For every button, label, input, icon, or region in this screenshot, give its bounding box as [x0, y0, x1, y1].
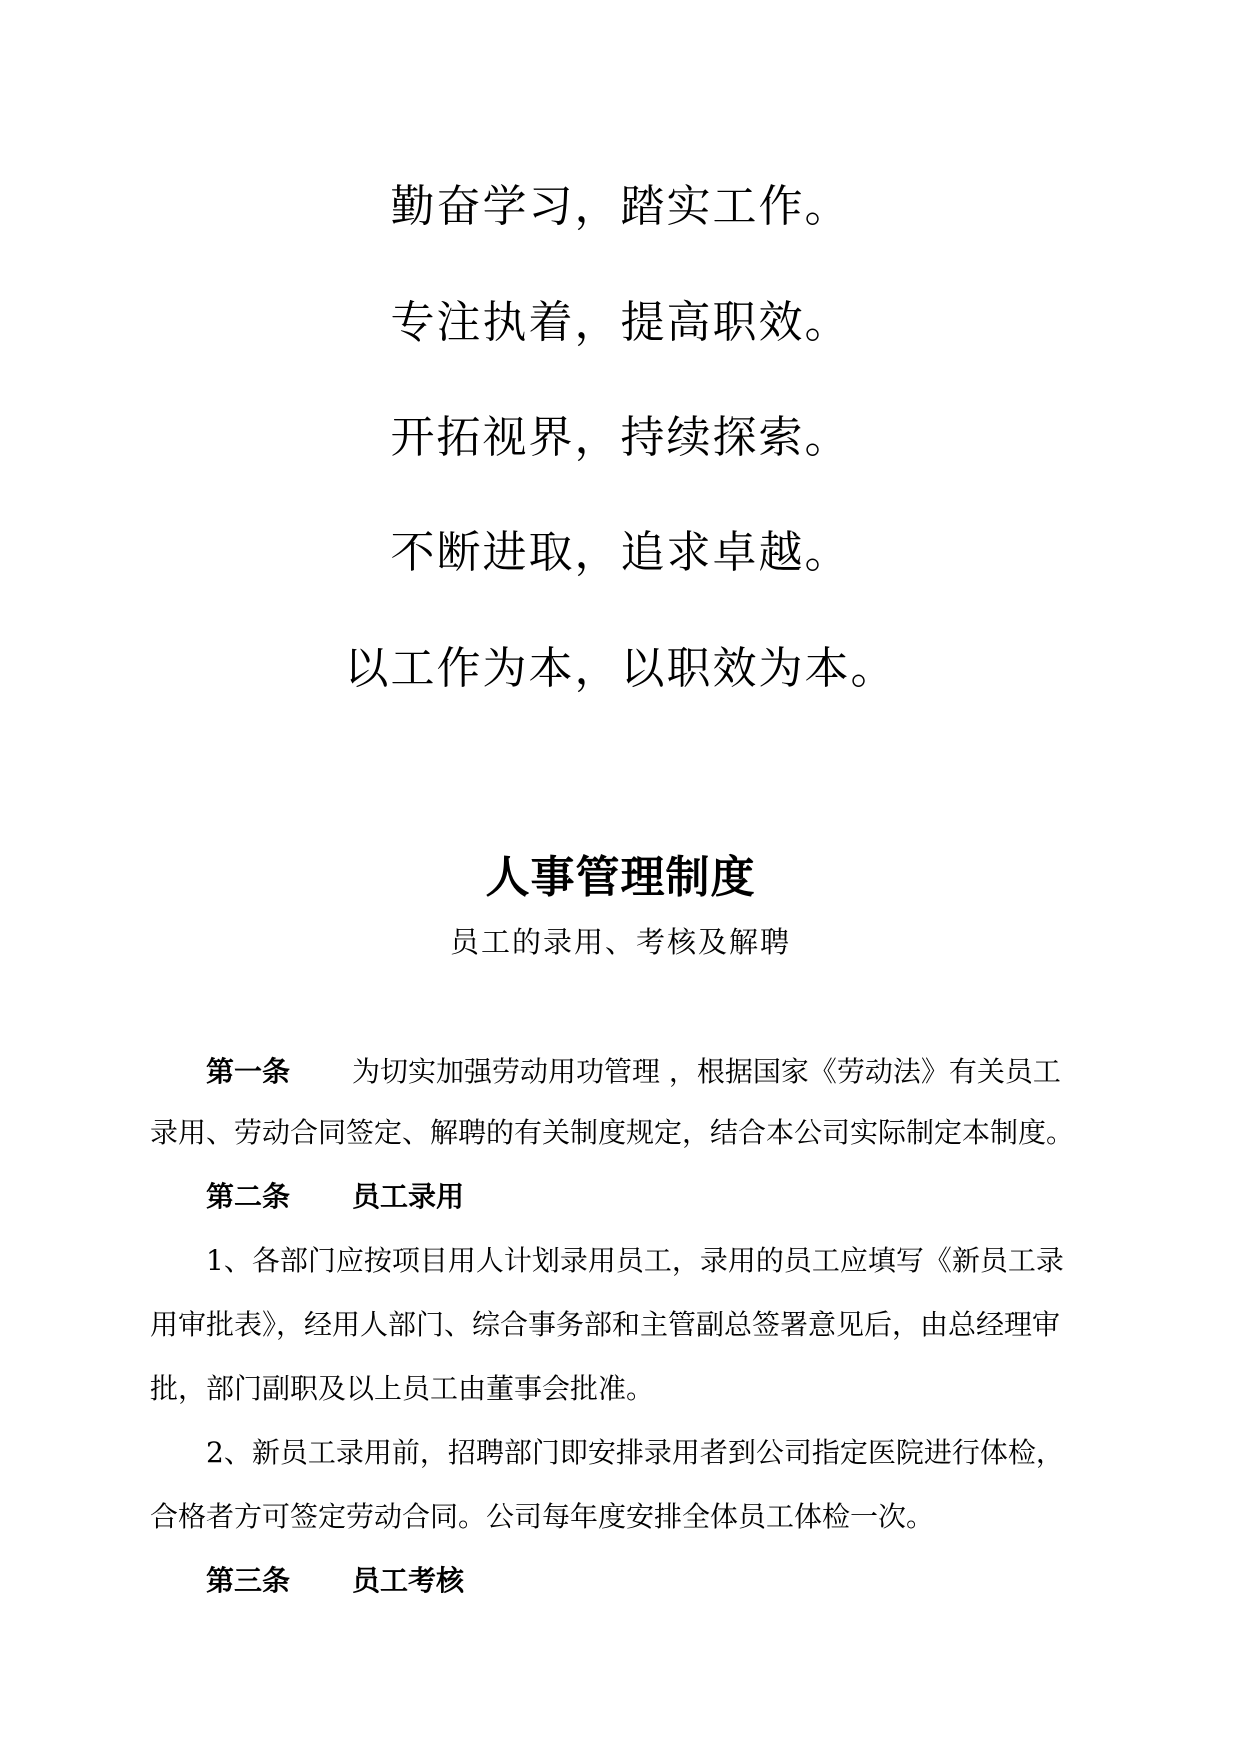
motto-line: 勤奋学习，踏实工作。 [390, 181, 851, 232]
article-2-heading-line [206, 1177, 464, 1217]
article-2-item-1-line-3: 批，部门副职及以上员工由董事会批准。 [150, 1372, 655, 1405]
article-2-item-1-line-2: 用审批表》，经用人部门、综合事务部和主管副总签署意见后，由总经理审 [150, 1308, 1061, 1341]
article-1-line-2: 录用、劳动合同签定、解聘的有关制度规定，结合本公司实际制定本制度。 [150, 1116, 1075, 1149]
article-3-heading-line [206, 1561, 464, 1601]
article-1-label: 第一条 [206, 1055, 291, 1088]
article-2-heading: 员工录用 [352, 1180, 465, 1213]
article-3-label: 第三条 [206, 1564, 291, 1597]
article-1-line-1 [206, 1052, 1061, 1092]
article-2-label: 第二条 [206, 1180, 291, 1213]
article-2-item-2-line-2: 合格者方可签定劳动合同。公司每年度安排全体员工体检一次。 [150, 1500, 935, 1533]
article-2-item-2-line-1: 2、新员工录用前，招聘部门即安排录用者到公司指定医院进行体检， [206, 1436, 1064, 1469]
document-subtitle: 员工的录用、考核及解聘 [449, 925, 791, 959]
motto-line: 开拓视界，持续探索。 [390, 412, 851, 463]
motto-line: 专注执着，提高职效。 [390, 297, 851, 348]
motto-line: 不断进取，追求卓越。 [390, 527, 851, 578]
motto-line: 以工作为本，以职效为本。 [344, 643, 897, 694]
article-2-item-1-line-1: 1、各部门应按项目用人计划录用员工，录用的员工应填写《新员工录 [206, 1244, 1064, 1277]
article-3-heading: 员工考核 [352, 1564, 465, 1597]
document-title: 人事管理制度 [485, 852, 756, 903]
article-1-text: 为切实加强劳动用功管理 ，根据国家《劳动法》有关员工 [352, 1055, 1061, 1088]
